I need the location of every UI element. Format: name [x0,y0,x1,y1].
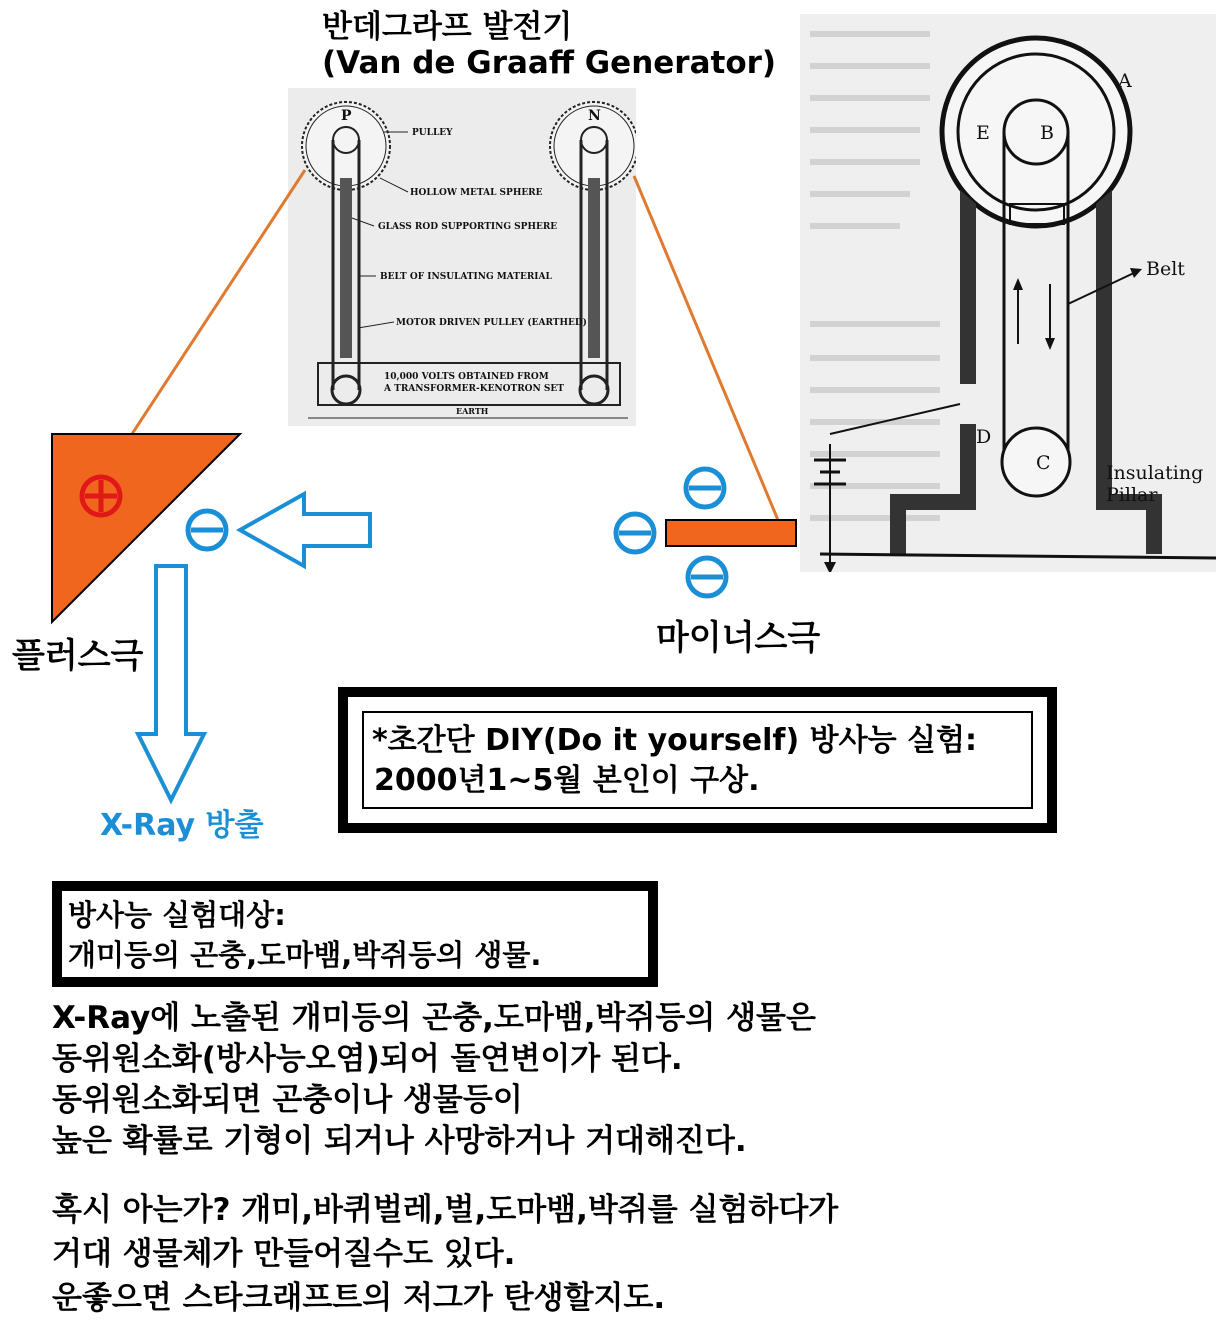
xray-emission-label: X-Ray 방출 [100,808,264,843]
subjects-line-1: 방사능 실험대상: [68,898,286,932]
subjects-line-2: 개미등의 곤충,도마뱀,박쥐등의 생물. [68,938,542,972]
sphere-letter-p: P [341,108,352,124]
label-d: D [976,426,992,448]
label-a: A [1118,70,1132,92]
label-b: B [1040,122,1054,144]
label-insulating: Insulating [1106,462,1204,484]
experiment-line-2: 2000년1~5월 본인이 구상. [374,763,760,798]
annotation-earth: EARTH [456,406,489,416]
paragraph-1-line-2: 동위원소화(방사능오염)되어 돌연변이가 된다. [52,1041,683,1077]
label-belt: Belt [1146,258,1185,280]
sphere-letter-n: N [588,108,601,124]
electron-icon [686,469,724,507]
electron-icon [188,511,226,549]
paragraph-2-line-1: 혹시 아는가? 개미,바퀴벌레,벌,도마뱀,박쥐를 실험하다가 [52,1192,839,1228]
paragraph-2-line-3: 운좋으면 스타크래프트의 저그가 탄생할지도. [52,1280,666,1316]
minus-pole-label: 마이너스극 [656,618,821,658]
paragraph-1-line-3: 동위원소화되면 곤충이나 생물등이 [52,1082,523,1118]
electron-flow-arrow-icon [240,494,370,566]
label-pillar: Pillar [1106,484,1158,506]
annotation-belt: BELT OF INSULATING MATERIAL [380,272,552,282]
experiment-box [338,687,1057,833]
minus-pole-plate [666,520,796,546]
annotation-glass-rod: GLASS ROD SUPPORTING SPHERE [378,222,558,232]
plus-charge-icon [82,477,120,515]
electron-icon [688,558,726,596]
paragraph-1-line-1: X-Ray에 노출된 개미등의 곤충,도마뱀,박쥐등의 생물은 [52,1000,816,1036]
xray-arrow-icon [138,566,204,800]
title-korean: 반데그라프 발전기 [322,9,573,45]
plus-wire [132,170,305,434]
experiment-line-1: *초간단 DIY(Do it yourself) 방사능 실험: [372,723,977,758]
paragraph-2-line-2: 거대 생물체가 만들어질수도 있다. [52,1236,516,1272]
subjects-box [52,881,658,987]
annotation-volts: 10,000 VOLTS OBTAINED FROM [384,372,549,382]
electron-icon [616,514,654,552]
label-e: E [976,122,990,144]
title-english: (Van de Graaff Generator) [322,45,777,81]
annotation-hollow-sphere: HOLLOW METAL SPHERE [410,188,543,198]
plus-pole-label: 플러스극 [12,636,144,676]
paragraph-1-line-4: 높은 확률로 기형이 되거나 사망하거나 거대해진다. [52,1123,747,1159]
annotation-motor-pulley: MOTOR DRIVEN PULLEY (EARTHED) [396,318,587,328]
annotation-transformer: A TRANSFORMER-KENOTRON SET [384,384,564,394]
label-c: C [1036,452,1051,474]
annotation-pulley: PULLEY [412,128,453,138]
